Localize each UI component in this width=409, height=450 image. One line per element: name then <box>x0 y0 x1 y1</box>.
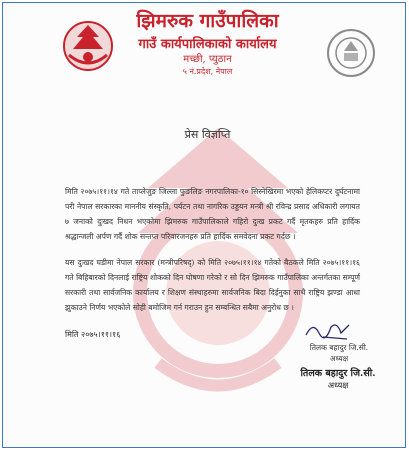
signer-title-2: अध्यक्ष <box>327 381 349 391</box>
issue-date: मिति २०७५।११।१६ <box>65 330 121 339</box>
signer-name-1: तिलक बहादुर जि.सी. <box>309 343 369 352</box>
letter-page <box>2 2 406 448</box>
municipality-name: झिमरुक गाउँपालिका <box>136 10 279 32</box>
signer-name-2: तिलक बहादुर जि.सी. <box>300 368 376 379</box>
press-paragraph-2: यस दुःखद घडीमा नेपाल सरकार (मन्त्रीपरिषद्) को मिति २०७५।११।१४ गतेको बैठकले मिति २०७५।११।१६ गते बिहिबारको दिनलाई राष्ट्रिय शोकको दिन घोषणा गरेको र सो दिन झिमरुक गाउँपालिका अन्तर्गतका सम्पूर्ण सरकारी तथा सार्वजनिक कार्यालय र शिक्षण संस्थाहरुमा सार्वजनिक बिदा दिईनुका साथै राष्ट्रिय झण्डा आधा झुकाउने निर्णय भएकोले सोही बमोजिम गर्न गराउन हुन सम्बन्धित सबैमा अनुरोध छ । <box>65 258 360 312</box>
office-location: मच्छी, प्युठान <box>183 54 232 65</box>
handwritten-signature <box>303 317 355 343</box>
signer-block-1 <box>299 342 379 364</box>
office-name: गाउँ कार्यपालिकाको कार्यालय <box>138 37 277 52</box>
signer-block-2 <box>293 367 383 393</box>
office-province: ५ नं.प्रदेश, नेपाल <box>182 67 233 76</box>
document-title: प्रेस विज्ञप्ति <box>184 128 231 141</box>
press-paragraph-1: मिति २०७५।११।१४ गते ताप्लेजुङ जिल्ला फुङलिङ नगरपालिका-१० सिस्नेखिरमा भएको हेलिकप्टर दुर्घटनामा परी नेपाल सरकारका माननीय संस्कृति, पर्यटन तथा नागरिक उड्डयन मन्त्री श्री रविन्द्र प्रसाद अधिकारी लगायत ७ जनाको दुःखद निधन भएकोमा झिमरुक गाउँपालिकाले गहिरो दुःख प्रकट गर्दै मृतकहरु प्रति हार्दिक श्रद्धान्जली अर्पण गर्दै शोक सन्तप्त परिवारजनहरु प्रति हार्दिक समवेदना प्रकट गर्दछ । <box>65 187 360 241</box>
signer-title-1: अध्यक्ष <box>329 354 349 363</box>
